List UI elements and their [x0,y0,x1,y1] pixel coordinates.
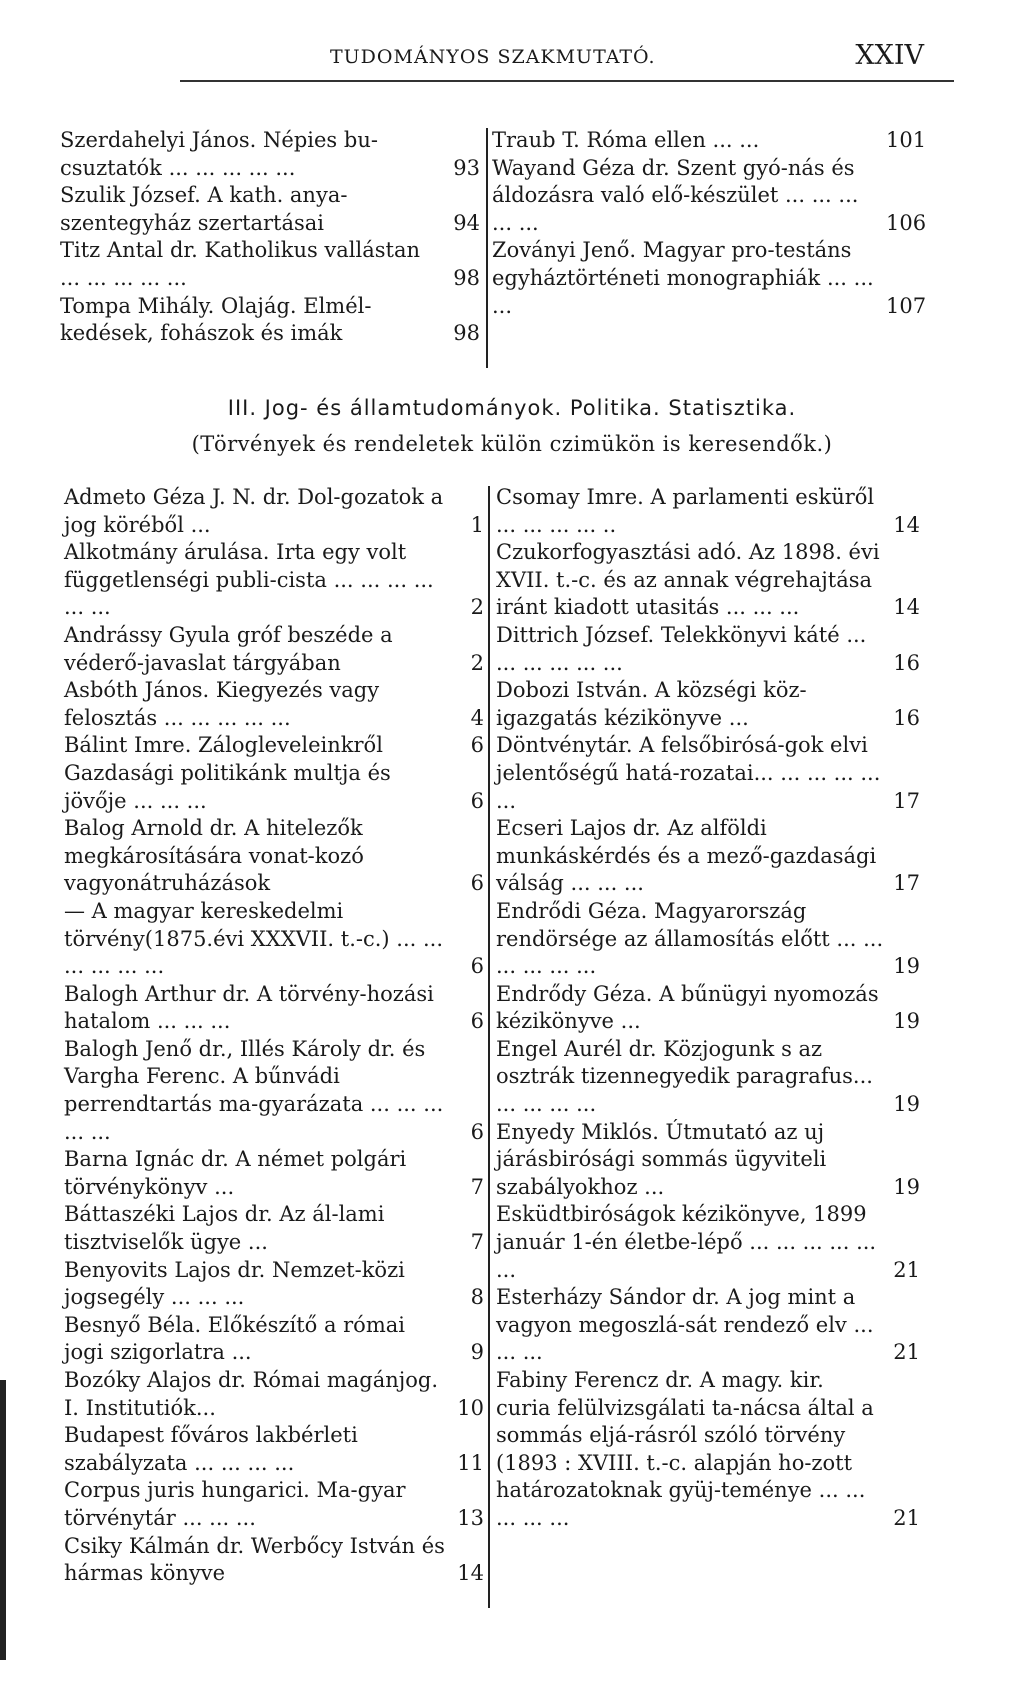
entry-text: Budapest főváros lakbérleti szabályzata ... ... ... ... [64,1423,358,1475]
entry-page-number: 98 [453,265,480,290]
index-entry [60,127,480,182]
entry-text: — A magyar kereskedelmi törvény(1875.évi XXXVII. t.-c.) ... ... ... ... ... ... [64,898,443,979]
index-entry [492,155,927,238]
entry-page-number: 7 [470,1174,484,1199]
column-divider [486,128,488,368]
entry-page-number: 6 [470,954,484,979]
right-column [496,484,920,1533]
index-entry [64,1367,484,1422]
entry-page-number: 19 [893,1009,920,1034]
index-entry [64,1036,484,1146]
entry-text: Czukorfogyasztási adó. Az 1898. évi XVII. t.-c. és az annak végrehajtása iránt kiadott utasitás ... ... ... [496,540,880,620]
entry-page-number: 8 [470,1285,484,1310]
entry-text: Bálint Imre. Zálogleveleinkről [64,733,383,758]
index-entry [64,732,484,760]
entry-text: Zoványi Jenő. Magyar pro-testáns egyháztörténeti monographiák ... ... ... [492,238,874,318]
index-entry [496,677,920,732]
index-entry [496,815,920,898]
entry-page-number: 106 [886,210,927,235]
entry-text: Titz Antal dr. Katholikus vallástan ... ... ... ... ... [60,238,421,290]
entry-text: Enyedy Miklós. Útmutató az uj járásbirósági sommás ügyviteli szabályokhoz ... [496,1119,827,1199]
entry-text: Báttaszéki Lajos dr. Az ál-lami tisztviselők ügye ... [64,1202,385,1255]
page-header [60,40,964,70]
entry-page-number: 107 [886,293,927,318]
entry-text: Esküdtbiróságok kézikönyve, 1899 január 1-én életbe-lépő ... ... ... ... ... ... [496,1202,877,1282]
left-column [64,484,484,1588]
entry-page-number: 13 [457,1505,484,1530]
top-left-column [60,127,480,348]
index-entry [496,1119,920,1202]
entry-text: Esterházy Sándor dr. A jog mint a vagyon megoszlá-sát rendező elv ... ... ... [496,1285,874,1365]
page-edge-shadow [0,1380,6,1660]
entry-page-number: 17 [893,871,920,896]
entry-text: Csomay Imre. A parlamenti esküről ... ... ... ... .. [496,485,875,537]
entry-page-number: 4 [470,705,484,730]
entry-page-number: 101 [886,128,927,152]
entry-page-number: 94 [453,210,480,235]
entry-text: Endrődi Géza. Magyarország rendörsége az államosítás előtt ... ... ... ... ... ... [496,898,884,979]
section-title: III. Jog- és államtudományok. Politika. Statisztika. [227,396,797,420]
entry-page-number: 21 [893,1257,920,1282]
index-entry [496,981,920,1036]
index-entry [496,898,920,981]
index-entry [60,293,480,348]
index-entry [496,1036,920,1119]
entry-text: Tompa Mihály. Olajág. Elmél-kedések, fohászok és imák [60,293,372,346]
entry-text: Asbóth János. Kiegyezés vagy felosztás ... ... ... ... ... [64,678,380,730]
index-entry [64,815,484,898]
entry-page-number: 11 [457,1450,484,1475]
entry-text: Endrődy Géza. A bűnügyi nyomozás kézikönyve ... [496,981,879,1034]
entry-page-number: 98 [453,321,480,346]
entry-page-number: 7 [470,1230,484,1255]
index-entry [64,1422,484,1477]
index-entry [64,760,484,815]
entry-page-number: 14 [893,595,920,620]
entry-page-number: 93 [453,155,480,180]
index-entry [496,539,920,622]
index-entry [64,1533,484,1588]
entry-text: Ecseri Lajos dr. Az alföldi munkáskérdés és a mező-gazdasági válság ... ... ... [496,816,877,896]
entry-text: Fabiny Ferencz dr. A magy. kir. curia felülvizsgálati ta-nácsa által a sommás eljá-rásról szóló törvény (1893 : XVIII. t.-c. alapján ho-zott határozatoknak gyüj-teménye ... ... ... ... ... [496,1368,874,1530]
column-divider [488,486,490,1608]
page-number: XXIV [855,40,924,71]
entry-page-number: 21 [893,1340,920,1365]
entry-text: Szerdahelyi János. Népies bu-csuztatók ... ... ... ... ... [60,128,378,180]
entry-page-number: 9 [470,1340,484,1365]
entry-page-number: 6 [470,1119,484,1144]
entry-text: Bozóky Alajos dr. Római magánjog. I. Institutiók... [64,1368,439,1420]
entry-page-number: 19 [893,1092,920,1117]
index-entry [496,484,920,539]
entry-page-number: 1 [470,512,484,537]
entry-text: Admeto Géza J. N. dr. Dol-gozatok a jog köréből ... [64,485,444,537]
entry-page-number: 6 [470,733,484,758]
entry-text: Benyovits Lajos dr. Nemzet-közi jogsegély ... ... ... [64,1257,405,1310]
entry-page-number: 19 [893,954,920,979]
index-entry [64,622,484,677]
top-right-column [492,127,927,320]
index-entry [64,981,484,1036]
entry-page-number: 21 [893,1505,920,1530]
index-entry [64,539,484,622]
index-entry [64,677,484,732]
entry-text: Barna Ignác dr. A német polgári törvénykönyv ... [64,1147,407,1199]
entry-page-number: 2 [470,650,484,675]
index-entry [60,237,480,292]
entry-text: Dobozi István. A községi köz-igazgatás kézikönyve ... [496,678,807,730]
index-entry [60,182,480,237]
index-entry [64,1312,484,1367]
entry-text: Döntvénytár. A felsőbirósá-gok elvi jelentőségű hatá-rozatai... ... ... ... ... ... [496,733,881,813]
entry-text: Andrássy Gyula gróf beszéde a véderő-javaslat tárgyában [64,622,393,675]
index-entry [496,1284,920,1367]
entry-text: Wayand Géza dr. Szent gyó-nás és áldozásra való elő-készület ... ... ... ... ... [492,155,859,235]
index-entry [64,898,484,981]
index-entry [64,1477,484,1532]
entry-text: Balogh Arthur dr. A törvény-hozási hatalom ... ... ... [64,981,434,1034]
entry-page-number: 17 [893,788,920,813]
entry-page-number: 14 [457,1561,484,1586]
entry-page-number: 10 [457,1395,484,1420]
index-entry [64,1257,484,1312]
entry-page-number: 6 [470,871,484,896]
index-entry [496,622,920,677]
entry-page-number: 14 [893,512,920,537]
entry-page-number: 6 [470,1009,484,1034]
entry-text: Engel Aurél dr. Közjogunk s az osztrák tizennegyedik paragrafus... ... ... ... ... [496,1036,873,1117]
header-rule [180,80,954,82]
entry-page-number: 2 [470,595,484,620]
entry-text: Balog Arnold dr. A hitelezők megkárosítására vonat-kozó vagyonátruházások [64,816,364,896]
index-entry [496,732,920,815]
entry-text: Besnyő Béla. Előkészítő a római jogi szigorlatra ... [64,1312,405,1365]
entry-page-number: 16 [893,705,920,730]
index-entry [64,1201,484,1256]
running-title: TUDOMÁNYOS SZAKMUTATÓ. [330,46,656,68]
entry-text: Dittrich József. Telekkönyvi káté ... ... ... ... ... ... [496,622,867,675]
index-entry [492,127,927,155]
entry-text: Szulik József. A kath. anya-szentegyház szertartásai [60,183,348,235]
entry-page-number: 19 [893,1174,920,1199]
entry-page-number: 16 [893,650,920,675]
entry-text: Csiky Kálmán dr. Werbőcy István és hármas könyve [64,1533,445,1586]
index-entry [64,1146,484,1201]
entry-text: Corpus juris hungarici. Ma-gyar törvénytár ... ... ... [64,1478,406,1530]
entry-text: Balogh Jenő dr., Illés Károly dr. és Vargha Ferenc. A bűnvádi perrendtartás ma-gyarázata ... ... ... ... ... [64,1036,444,1144]
index-entry [496,1201,920,1284]
index-entry [492,237,927,320]
index-entry [496,1367,920,1533]
entry-text: Alkotmány árulása. Irta egy volt függetlenségi publi-cista ... ... ... ... ... ... [64,540,434,620]
entry-text: Gazdasági politikánk multja és jövője ... ... ... [64,760,391,813]
entry-page-number: 6 [470,788,484,813]
entry-text: Traub T. Róma ellen ... ... [492,128,760,152]
section-subtitle: (Törvények és rendeletek külön czimükön is keresendők.) [191,432,833,456]
index-entry [64,484,484,539]
